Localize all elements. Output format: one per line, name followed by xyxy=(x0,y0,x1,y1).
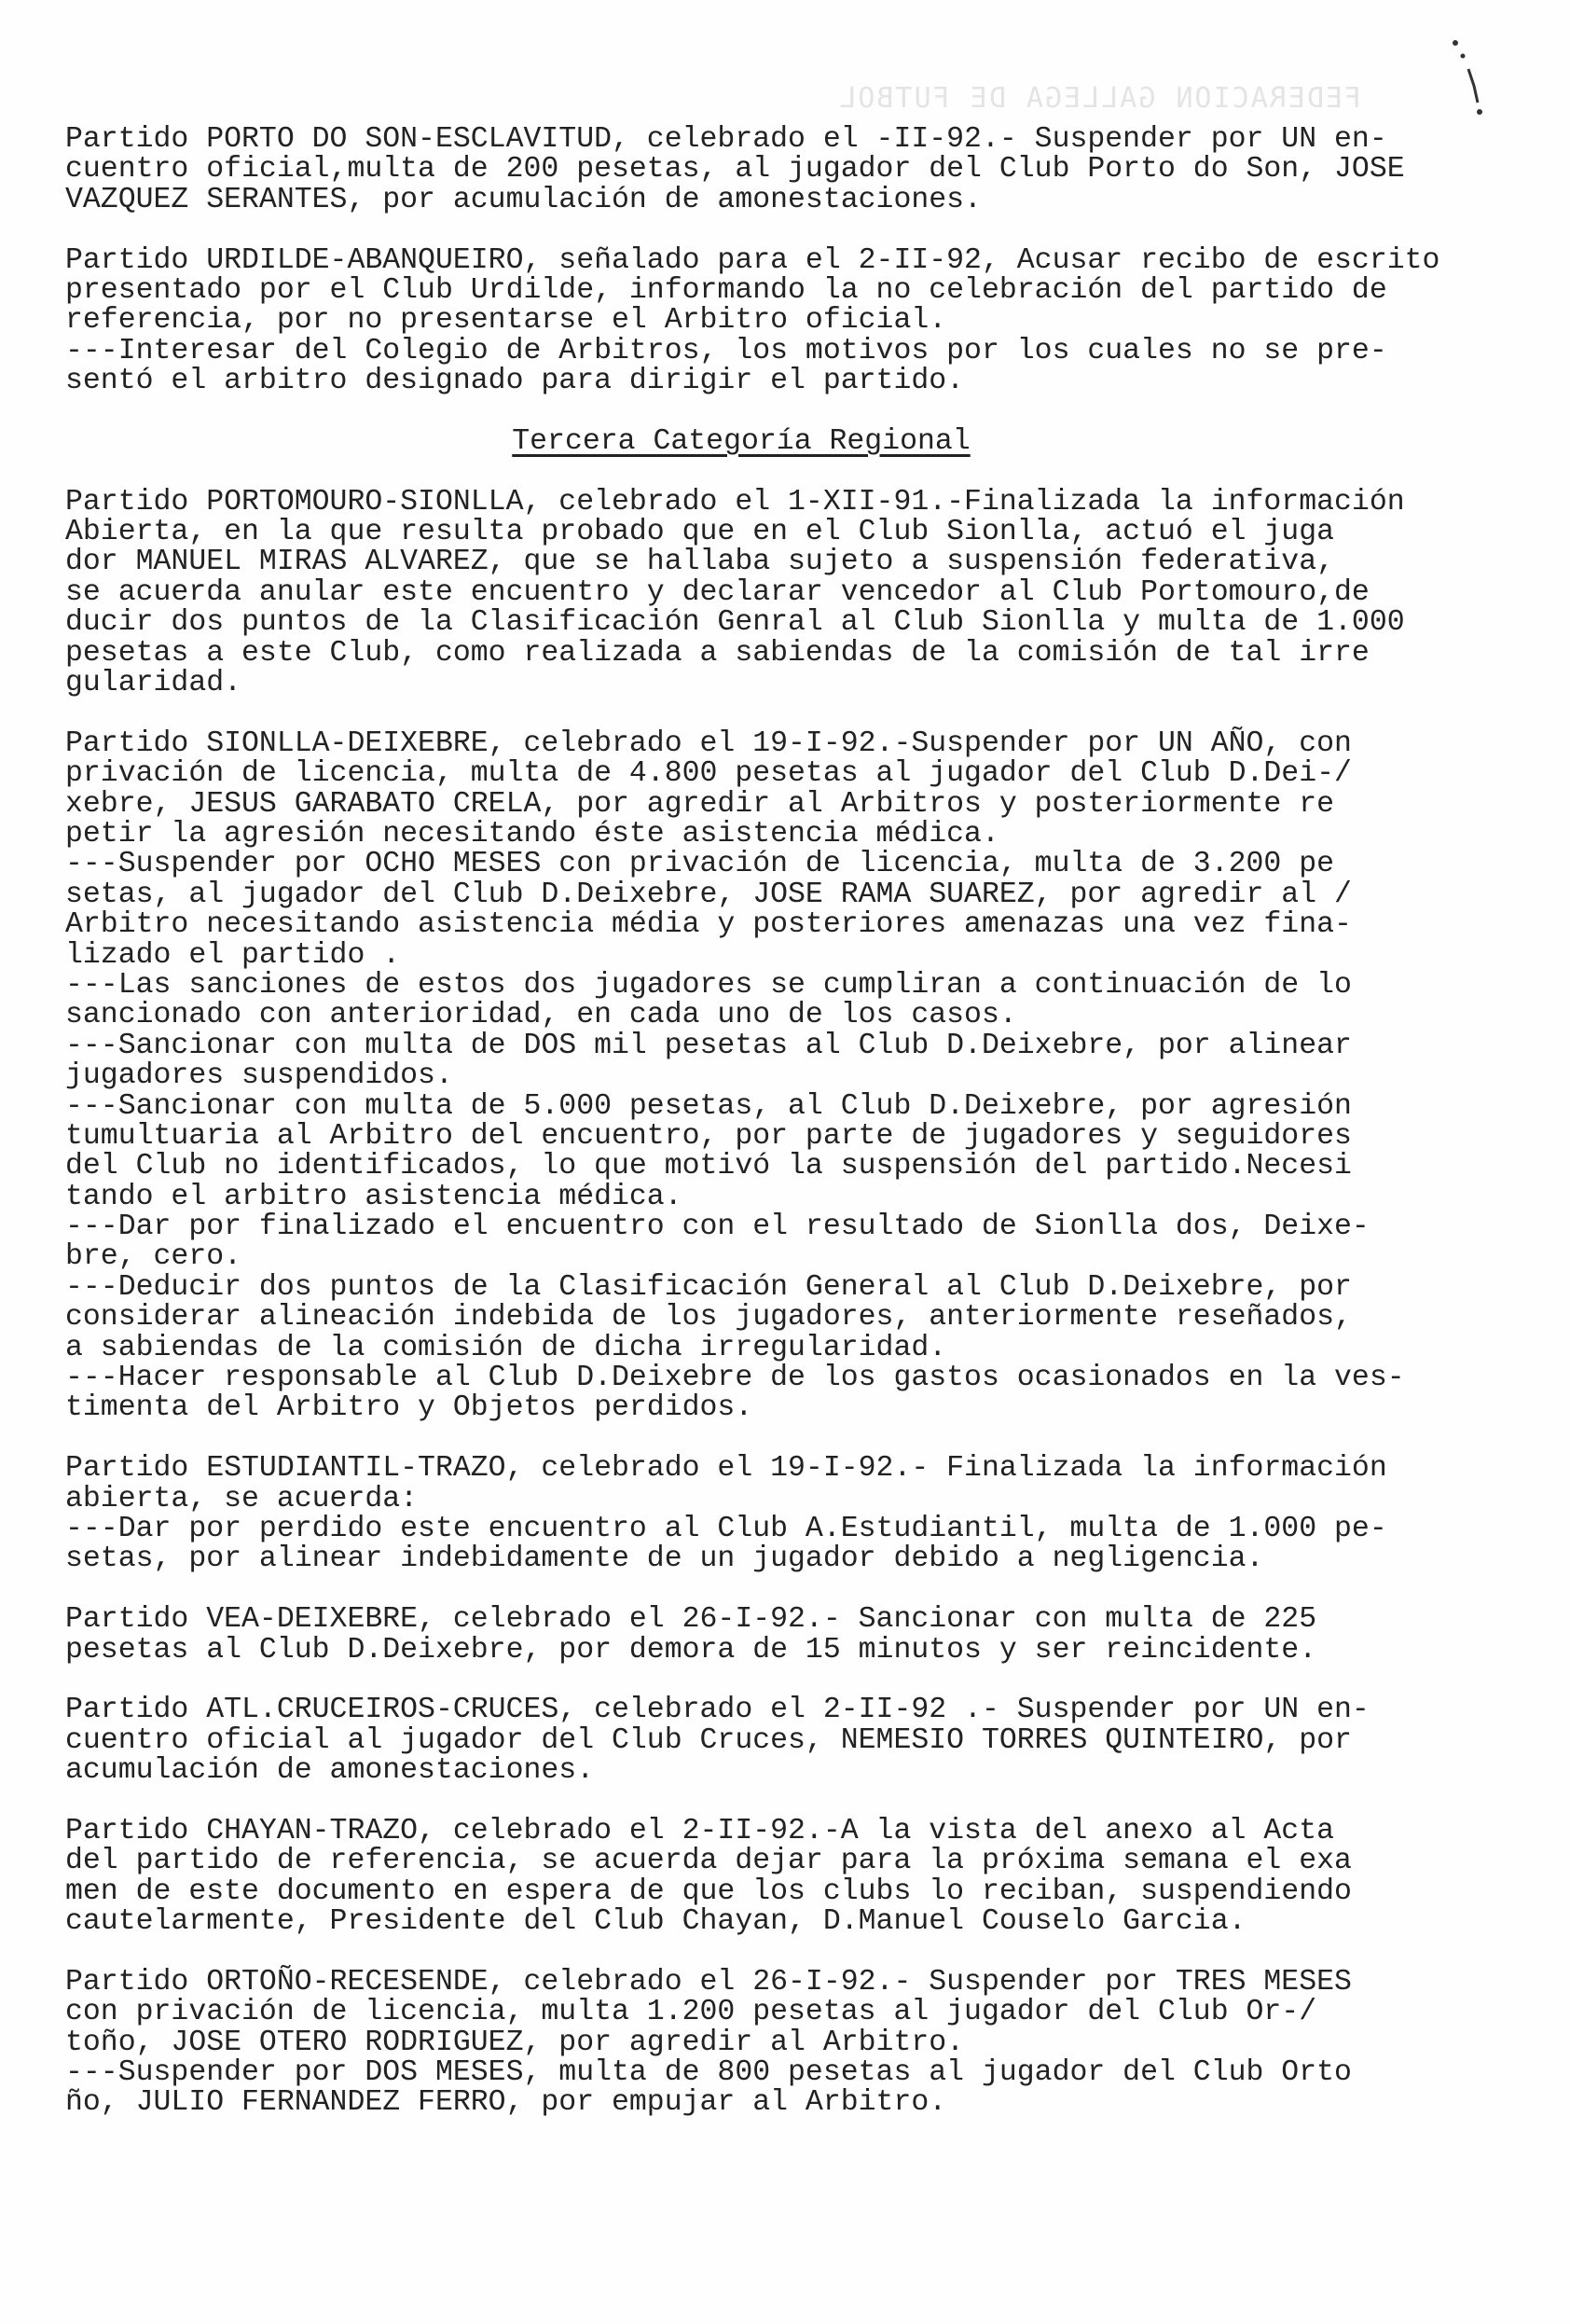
corner-ink-mark xyxy=(1450,37,1487,121)
text-line: del partido de referencia, se acuerda dejar para la próxima semana el exa xyxy=(65,1845,1352,1878)
text-line: lizado el partido . xyxy=(65,938,401,972)
text-line: Arbitro necesitando asistencia média y posteriores amenazas una vez fina- xyxy=(65,908,1352,942)
text-line: ---Interesar del Colegio de Arbitros, los motivos por los cuales no se pre- xyxy=(65,334,1387,367)
text-line: Partido SIONLLA-DEIXEBRE, celebrado el 19-I-92.-Suspender por UN AÑO, con xyxy=(65,726,1352,760)
text-line: presentado por el Club Urdilde, informando la no celebración del partido de xyxy=(65,273,1387,307)
paragraph-gap xyxy=(65,1666,1557,1695)
text-line: timenta del Arbitro y Objetos perdidos. xyxy=(65,1391,753,1425)
text-line: ---Suspender por DOS MESES, multa de 800 pesetas al jugador del Club Orto xyxy=(65,2056,1352,2089)
text-line: considerar alineación indebida de los jugadores, anteriormente reseñados, xyxy=(65,1301,1352,1335)
section-heading xyxy=(65,424,1557,458)
text-line: abierta, se acuerda: xyxy=(65,1482,419,1515)
text-line: Partido CHAYAN-TRAZO, celebrado el 2-II-92.-A la vista del anexo al Acta xyxy=(65,1814,1335,1847)
text-line: ---Dar por finalizado el encuentro con el resultado de Sionlla dos, Deixe- xyxy=(65,1210,1370,1244)
text-line: ---Suspender por OCHO MESES con privación de licencia, multa de 3.200 pe xyxy=(65,848,1335,881)
text-line: Partido ATL.CRUCEIROS-CRUCES, celebrado el 2-II-92 .- Suspender por UN en- xyxy=(65,1694,1370,1727)
text-line: bre, cero. xyxy=(65,1240,242,1274)
paragraph-gap xyxy=(65,1575,1557,1605)
section-heading-text: Tercera Categoría Regional xyxy=(512,424,971,458)
text-line: Partido VEA-DEIXEBRE, celebrado el 26-I-92.- Sancionar con multa de 225 xyxy=(65,1603,1317,1637)
text-line: del Club no identificados, lo que motivó la suspensión del partido.Necesi xyxy=(65,1150,1352,1183)
text-line: Partido URDILDE-ABANQUEIRO, señalado para el 2-II-92, Acusar recibo de escrito xyxy=(65,243,1440,277)
text-line: cuentro oficial al jugador del Club Cruces, NEMESIO TORRES QUINTEIRO, por xyxy=(65,1723,1352,1757)
text-line: cuentro oficial,multa de 200 pesetas, al jugador del Club Porto do Son, JOSE xyxy=(65,153,1405,187)
text-line: pesetas a este Club, como realizada a sabiendas de la comisión de tal irre xyxy=(65,636,1370,670)
text-line: xebre, JESUS GARABATO CRELA, por agredir al Arbitros y posteriormente re xyxy=(65,787,1335,821)
text-line: tumultuaria al Arbitro del encuentro, por parte de jugadores y seguidores xyxy=(65,1119,1352,1153)
text-line: gularidad. xyxy=(65,667,242,700)
text-line: con privación de licencia, multa 1.200 pesetas al jugador del Club Or-/ xyxy=(65,1996,1317,2029)
text-line: petir la agresión necesitando éste asistencia médica. xyxy=(65,817,999,851)
text-line: Partido PORTOMOURO-SIONLLA, celebrado el 1-XII-91.-Finalizada la información xyxy=(65,485,1405,519)
text-line: ---Dar por perdido este encuentro al Club A.Estudiantil, multa de 1.000 pe- xyxy=(65,1512,1387,1545)
text-line: se acuerda anular este encuentro y declarar vencedor al Club Portomouro,de xyxy=(65,575,1370,609)
text-line: Partido ESTUDIANTIL-TRAZO, celebrado el 19-I-92.- Finalizada la información xyxy=(65,1452,1387,1486)
text-line: pesetas al Club D.Deixebre, por demora de 15 minutos y ser reincidente. xyxy=(65,1633,1317,1667)
text-line: ducir dos puntos de la Clasificación Genral al Club Sionlla y multa de 1.000 xyxy=(65,606,1405,640)
text-line: ---Sancionar con multa de 5.000 pesetas, al Club D.Deixebre, por agresión xyxy=(65,1089,1352,1123)
text-line: referencia, por no presentarse el Arbitro oficial. xyxy=(65,304,947,338)
text-line: toño, JOSE OTERO RODRIGUEZ, por agredir al Arbitro. xyxy=(65,2026,965,2059)
text-line: ---Las sanciones de estos dos jugadores se cumpliran a continuación de lo xyxy=(65,968,1352,1002)
text-line: Abierta, en la que resulta probado que en el Club Sionlla, actuó el juga xyxy=(65,516,1335,549)
paragraph-gap xyxy=(65,397,1557,427)
text-line: Partido PORTO DO SON-ESCLAVITUD, celebrado el -II-92.- Suspender por UN en- xyxy=(65,123,1387,156)
text-line: VAZQUEZ SERANTES, por acumulación de amonestaciones. xyxy=(65,183,982,216)
show-through-header: FEDERACION GALLEGA DE FUTBOL xyxy=(837,82,1361,115)
text-line: a sabiendas de la comisión de dicha irregularidad. xyxy=(65,1331,947,1364)
paragraph-gap xyxy=(65,1424,1557,1454)
text-line: Partido ORTOÑO-RECESENDE, celebrado el 26-I-92.- Suspender por TRES MESES xyxy=(65,1965,1352,1999)
text-line: ño, JULIO FERNANDEZ FERRO, por empujar al Arbitro. xyxy=(65,2086,947,2120)
text-line: ---Hacer responsable al Club D.Deixebre de los gastos ocasionados en la ves- xyxy=(65,1362,1405,1395)
text-line: acumulación de amonestaciones. xyxy=(65,1754,595,1788)
document-body xyxy=(65,125,1557,2119)
text-line: ---Sancionar con multa de DOS mil pesetas al Club D.Deixebre, por alinear xyxy=(65,1029,1352,1062)
paragraph-gap xyxy=(65,1937,1557,1967)
paragraph-gap xyxy=(65,1786,1557,1816)
text-line: sentó el arbitro designado para dirigir el partido. xyxy=(65,365,965,398)
paragraph-gap xyxy=(65,215,1557,245)
text-line: ---Deducir dos puntos de la Clasificación General al Club D.Deixebre, por xyxy=(65,1270,1352,1304)
text-line: sancionado con anterioridad, en cada uno de los casos. xyxy=(65,999,1017,1032)
text-line: cautelarmente, Presidente del Club Chayan, D.Manuel Couselo Garcia. xyxy=(65,1905,1246,1939)
text-line: privación de licencia, multa de 4.800 pesetas al jugador del Club D.Dei-/ xyxy=(65,757,1352,791)
text-line: dor MANUEL MIRAS ALVAREZ, que se hallaba sujeto a suspensión federativa, xyxy=(65,546,1335,579)
text-line: setas, por alinear indebidamente de un jugador debido a negligencia. xyxy=(65,1542,1264,1576)
text-line: men de este documento en espera de que los clubs lo reciban, suspendiendo xyxy=(65,1874,1352,1908)
paragraph-gap xyxy=(65,457,1557,487)
text-line: jugadores suspendidos. xyxy=(65,1059,453,1093)
paragraph-gap xyxy=(65,699,1557,728)
text-line: tando el arbitro asistencia médica. xyxy=(65,1180,682,1213)
text-line: setas, al jugador del Club D.Deixebre, JOSE RAMA SUAREZ, por agredir al / xyxy=(65,878,1352,911)
